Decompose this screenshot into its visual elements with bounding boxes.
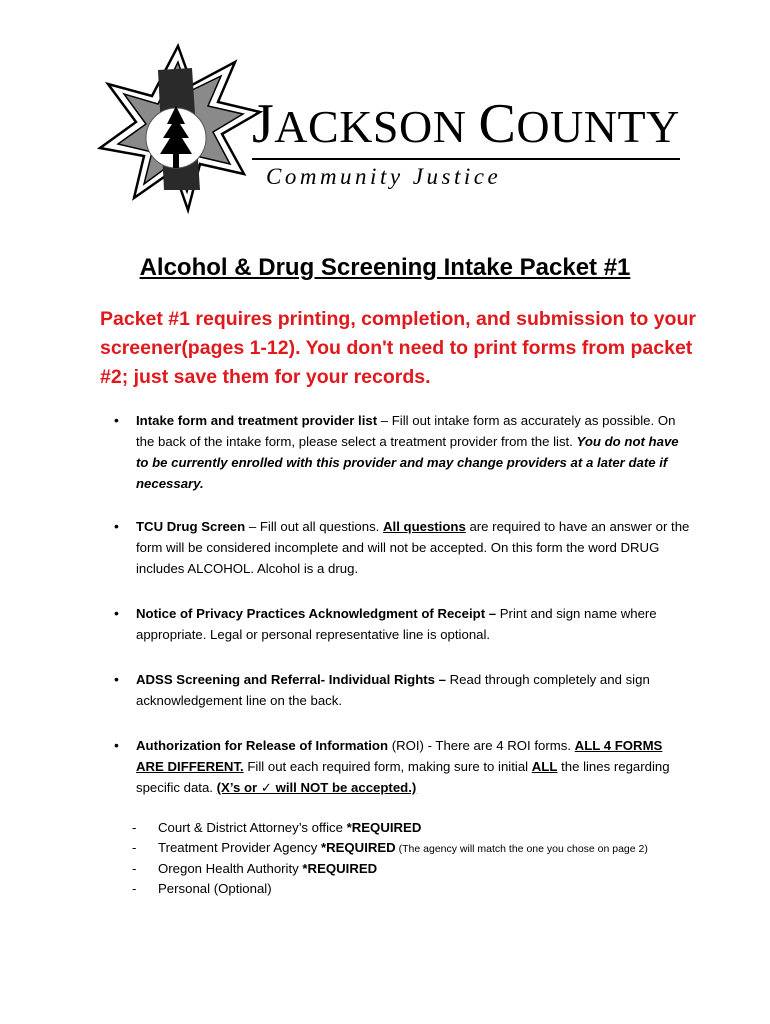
checklist (110, 410, 690, 798)
list-item: • Intake form and treatment provider list – Fill out intake form as accurately as possible. On the back of the intake form, please select a treatment provider from the list. You do not have to be currently enrolled with this provider and may change providers at a later date if necessary. (110, 410, 690, 494)
roi-form-list (130, 818, 730, 899)
list-item: • TCU Drug Screen – Fill out all questions. All questions are required to have an answer or the form will be considered incomplete and will not be accepted. On this form the word DRUG includes ALCOHOL. Alcohol is a drug. (110, 516, 690, 579)
sheriff-star-icon (88, 40, 268, 220)
list-item: - Personal (Optional) (130, 879, 730, 899)
jackson-county-logo (88, 40, 268, 220)
list-item: • Notice of Privacy Practices Acknowledgment of Receipt – Print and sign name where appropriate. Legal or personal representative line is optional. (110, 603, 690, 645)
document-title: Alcohol & Drug Screening Intake Packet #1 (139, 254, 631, 281)
org-divider (252, 158, 680, 160)
org-name: JACKSON COUNTY (252, 93, 680, 155)
list-item: - Oregon Health Authority *REQUIRED (130, 859, 730, 879)
list-item: - Treatment Provider Agency *REQUIRED (The agency will match the one you chose on page 2) (130, 838, 730, 859)
list-item: • ADSS Screening and Referral- Individual Rights – Read through completely and sign acknowledgement line on the back. (110, 669, 690, 711)
packet-instructions: Packet #1 requires printing, completion, and submission to your screener(pages 1-12). You don't need to print forms from packet #2; just save them for your records. (100, 308, 696, 388)
list-item: • Authorization for Release of Information (ROI) - There are 4 ROI forms. ALL 4 FORMS ARE DIFFERENT. Fill out each required form, making sure to initial ALL the lines regarding specific data. (X’s or ✓ will NOT be accepted.) (110, 735, 690, 798)
org-subtitle: Community Justice (266, 164, 502, 189)
list-item: - Court & District Attorney’s office *REQUIRED (130, 818, 730, 838)
